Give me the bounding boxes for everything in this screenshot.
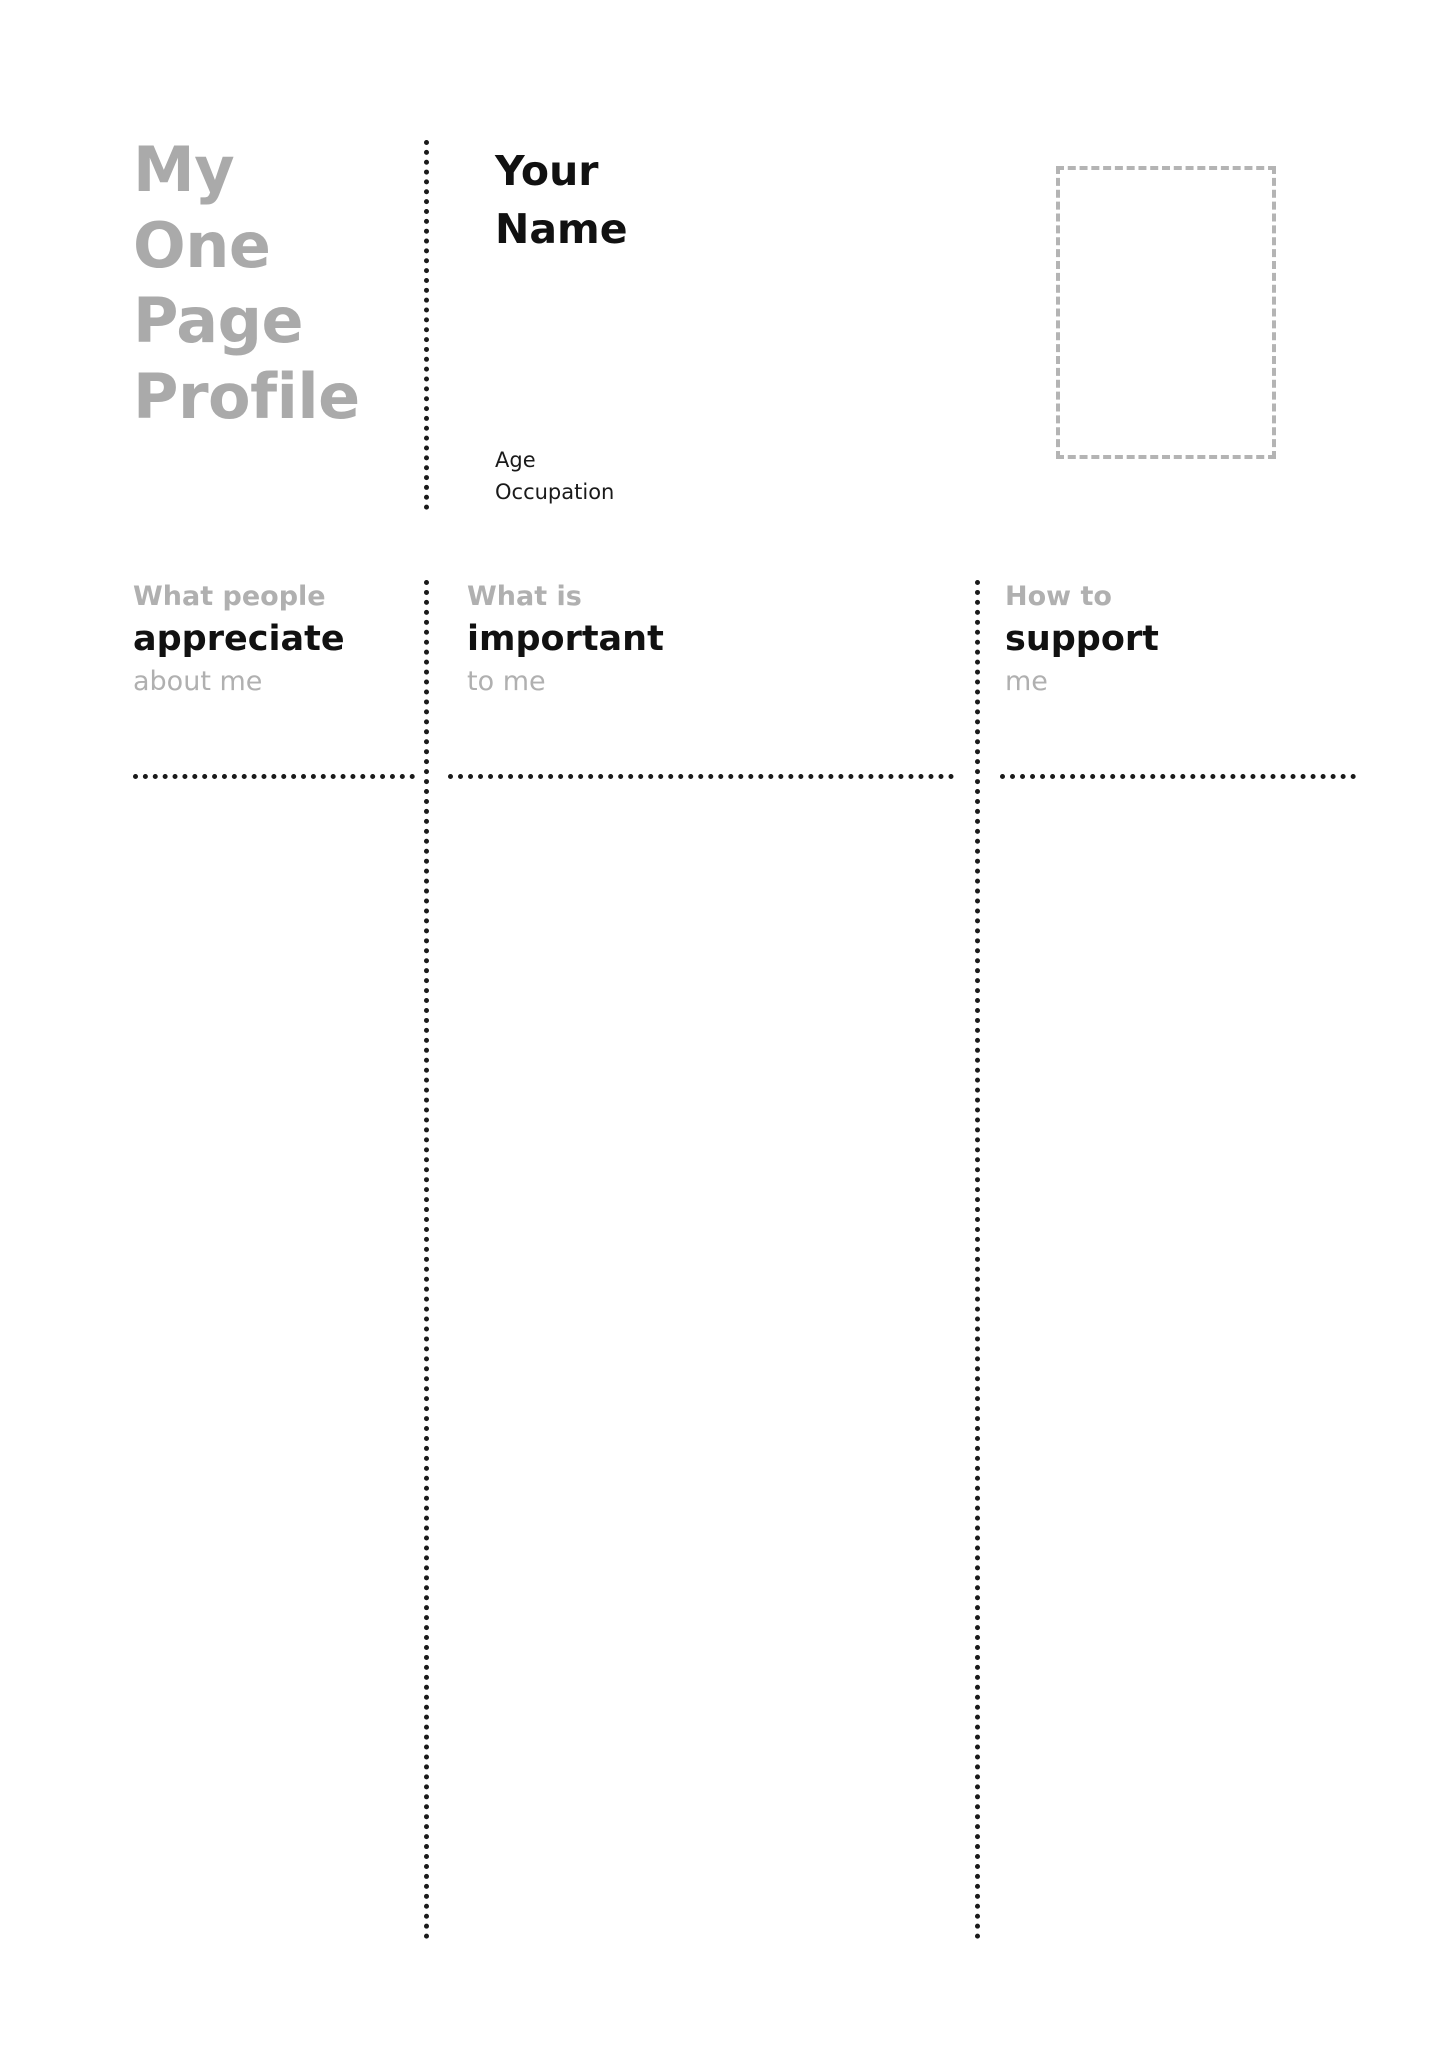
column-2-post-label: to me xyxy=(467,665,546,697)
meta-fields xyxy=(495,445,614,508)
column-divider-2 xyxy=(975,580,980,1940)
profile-header xyxy=(0,0,1448,560)
column-1-main-label: appreciate xyxy=(133,618,345,659)
name-field[interactable] xyxy=(495,142,815,258)
column-3-pre-label: How to xyxy=(1005,581,1112,612)
occupation-label[interactable]: Occupation xyxy=(495,479,615,504)
column-3-main-label: support xyxy=(1005,618,1159,659)
column-2-write-area[interactable] xyxy=(448,790,954,1930)
column-1-rule xyxy=(133,774,415,779)
column-2-main-label: important xyxy=(467,618,664,659)
page-title-line-3: Page xyxy=(133,284,304,358)
name-line-2: Name xyxy=(495,205,628,254)
column-divider-1 xyxy=(424,580,429,1940)
column-heading-appreciate xyxy=(133,580,415,699)
column-1-write-area[interactable] xyxy=(133,790,415,1930)
column-heading-important xyxy=(467,580,957,699)
page-title-line-2: One xyxy=(133,208,271,282)
photo-placeholder-box[interactable] xyxy=(1056,166,1276,459)
profile-columns xyxy=(0,580,1448,1940)
column-3-write-area[interactable] xyxy=(1000,790,1356,1930)
page-title-line-4: Profile xyxy=(133,359,360,433)
column-1-post-label: about me xyxy=(133,665,263,697)
column-3-rule xyxy=(1000,774,1356,779)
column-2-rule xyxy=(448,774,954,779)
header-vertical-divider xyxy=(424,140,429,510)
name-line-1: Your xyxy=(495,147,599,195)
page-title-line-1: My xyxy=(133,133,235,206)
page-title xyxy=(133,132,423,435)
age-label[interactable]: Age xyxy=(495,448,536,472)
column-2-pre-label: What is xyxy=(467,581,582,612)
column-3-post-label: me xyxy=(1005,665,1048,697)
column-1-pre-label: What people xyxy=(133,581,326,612)
column-heading-support xyxy=(1005,580,1360,699)
